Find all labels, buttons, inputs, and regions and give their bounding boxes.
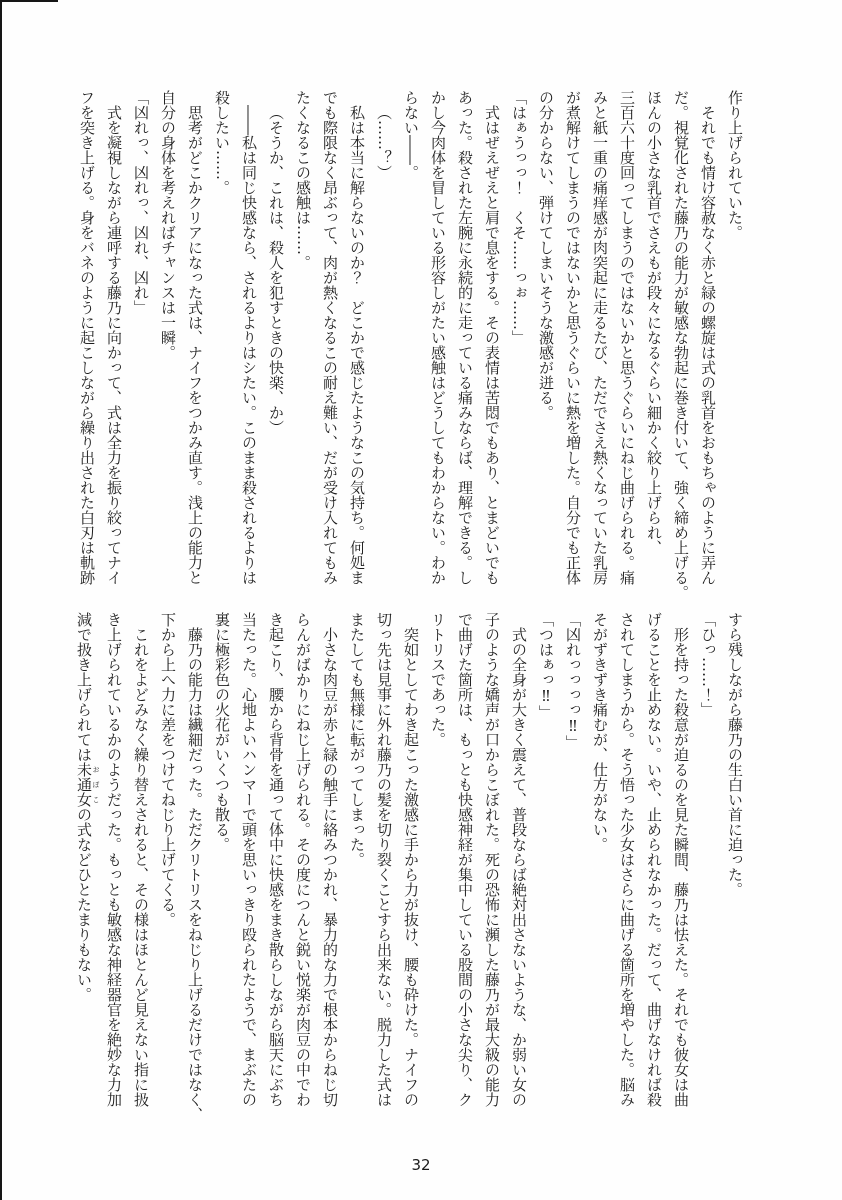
text-column: 「凶れっ、凶れっ、凶れ、凶れ」 xyxy=(132,90,150,315)
text-column: あった。殺された左腕に永続的に走っている痛みならば、理解できる。し xyxy=(456,90,474,585)
text-column: 私は本当に解らないのか？ どこかで感じたようなこの気持ち。何処ま xyxy=(348,105,366,585)
text-column: 下から上へ力に差をつけてねじり上げてくる。 xyxy=(159,612,177,927)
text-block-top xyxy=(73,90,748,606)
text-column: らない――。 xyxy=(402,90,420,180)
text-column: されてしまうから。そう悟った少女はさらに曲げる箇所を増やした。脳み xyxy=(618,612,636,1107)
text-column: フを突き上げる。身をバネのように起こしながら繰り出された白刃は軌跡 xyxy=(78,90,96,585)
text-column: 三百六十度回ってしまうのではないかと思うぐらいにねじ曲げられる。痛 xyxy=(618,90,636,585)
text-column: 裏に極彩色の火花がいくつも散る。 xyxy=(213,612,231,852)
text-column: （……？） xyxy=(375,105,393,180)
text-column: 自分の身体を考えればチャンスは一瞬。 xyxy=(159,90,177,360)
text-column: 「はぁうっっ！ くそ……っぉ……」 xyxy=(510,90,528,345)
text-column: でも際限なく昂ぶって、肉が熱くなるこの耐え難い、だが受け入れてもみ xyxy=(321,90,339,585)
text-column: 「ひっ……！」 xyxy=(699,612,717,717)
text-column: （そうか、これは、殺人を犯すときの快楽、か） xyxy=(267,105,285,435)
text-column: 式を凝視しながら連呼する藤乃に向かって、式は全力を振り絞ってナイ xyxy=(105,105,123,585)
text-block-bottom xyxy=(73,612,748,1128)
text-column: 突如としてわき起こった激感に手から力が抜け、腰も砕けた。ナイフの xyxy=(402,627,420,1107)
text-column: 藤乃の能力は繊細だった。ただクリトリスをねじり上げるだけではなく、 xyxy=(186,627,204,1122)
text-column: 思考がどこかクリアになった式は、ナイフをつかみ直す。浅上の能力と xyxy=(186,105,204,585)
text-column: 式の全身が大きく震えて、普段ならば絶対出さないような、か弱い女の xyxy=(510,627,528,1107)
ruby-annotated-word: 未通女 おぼこ xyxy=(75,762,100,807)
text-column: そがずきずき痛むが、仕方がない。 xyxy=(591,612,609,852)
text-column: リトリスであった。 xyxy=(429,612,447,747)
text-column: 子のような嬌声が口からこぼれた。死の恐怖に瀕した藤乃が最大級の能力 xyxy=(483,612,501,1107)
text-column: 「凶れっっっっ‼」 xyxy=(564,612,582,750)
text-column: ――私は同じ快感なら、されるよりはシたい。このまま殺されるよりは xyxy=(240,105,258,585)
text-column: が煮解けてしまうのではないかと思うぐらいに熱を増した。自分でも正体 xyxy=(564,90,582,585)
text-column: 「つはぁっ‼」 xyxy=(537,612,555,720)
text-column: みと紙一重の痛痒感が肉突起に走るたび、ただでさえ熱くなっていた乳房 xyxy=(591,90,609,585)
text-column: き上げられているかのようだった。もっとも敏感な神経器官を絶妙な力加 xyxy=(105,612,123,1107)
text-column: かし今肉体を冒している形容しがたい感触はどうしてもわからない。わか xyxy=(429,90,447,585)
text-column: らんがばかりにねじ上げられる。その度につんと鋭い悦楽が肉豆の中でわ xyxy=(294,612,312,1107)
text-column: またしても無様に転がってしまった。 xyxy=(348,612,366,867)
scan-edge-left xyxy=(0,0,2,1200)
text-column: 式はぜえぜえと肩で息をする。その表情は苦悶でもあり、とまどいでも xyxy=(483,105,501,585)
text-column: だ。視覚化された藤乃の能力が敏感な勃起に巻き付いて、強く締め上げる。 xyxy=(672,90,690,600)
text-column: 当たった。心地よいハンマーで頭を思いっきり殴られたようで、まぶたの xyxy=(240,612,258,1107)
text-column: き起こり、腰から背骨を通って体中に快感をまき散らしながら脳天にぶち xyxy=(267,612,285,1107)
text-column: 殺したい……。 xyxy=(213,90,231,195)
page-number: 32 xyxy=(411,1156,431,1174)
text-column: これをよどみなく繰り替えされると、その様はほとんど見えない指に扱 xyxy=(132,627,150,1107)
text-column: 作り上げられていた。 xyxy=(726,90,744,240)
text-column: すら残しながら藤乃の生白い首に迫った。 xyxy=(726,612,744,897)
text-column: 形を持った殺意が迫るのを見た瞬間、藤乃は怯えた。それでも彼女は曲 xyxy=(672,627,690,1107)
text-column: げることを止めない。いや、止められなかった。だって、曲げなければ殺 xyxy=(645,612,663,1107)
text-column: で曲げた箇所は、もっとも快感神経が集中している股間の小さな尖り、ク xyxy=(456,612,474,1107)
scan-edge-top xyxy=(0,0,58,2)
text-column: 切っ先は見事に外れ藤乃の髪を切り裂くことすら出来ない。脱力した式は xyxy=(375,612,393,1107)
text-column: の分からない、弾けてしまいそうな激感が迸る。 xyxy=(537,90,555,420)
text-column: たくなるこの感触は……。 xyxy=(294,90,312,270)
text-column: ほんの小さな乳首でさえもが段々になるぐらい細かく絞り上げられ、 xyxy=(645,90,663,555)
text-column: 小さな肉豆が赤と緑の触手に絡みつかれ、暴力的な力で根本からねじ切 xyxy=(321,627,339,1107)
text-column: 減で扱き上げられては未通女 おぼこの式などひとたまりもない。 xyxy=(75,612,100,1002)
text-column: それでも情け容赦なく赤と緑の螺旋は式の乳首をおもちゃのように弄ん xyxy=(699,105,717,585)
